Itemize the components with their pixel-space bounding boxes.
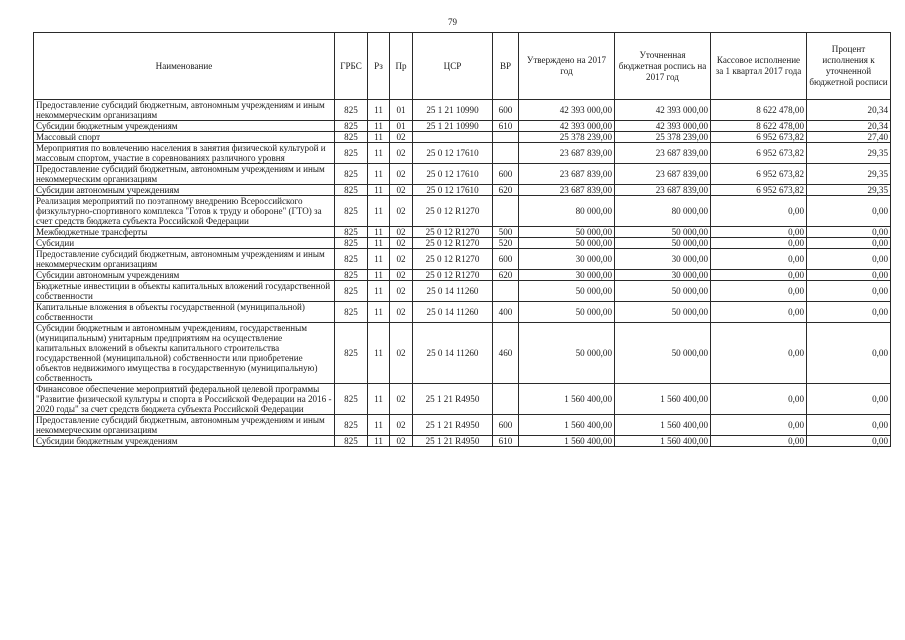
cell-approved: 1 560 400,00 [519, 436, 615, 447]
header-revised: Уточненная бюджетная роспись на 2017 год [615, 33, 711, 100]
cell-approved: 42 393 000,00 [519, 121, 615, 132]
cell-csr: 25 0 12 R1270 [413, 249, 493, 270]
cell-cash: 0,00 [711, 238, 807, 249]
table-row [34, 132, 891, 143]
cell-approved: 25 378 239,00 [519, 132, 615, 143]
cell-percent: 0,00 [807, 249, 891, 270]
cell-name: Субсидии автономным учреждениям [34, 270, 335, 281]
table-row [34, 185, 891, 196]
cell-pr: 01 [390, 121, 413, 132]
cell-revised: 30 000,00 [615, 270, 711, 281]
cell-grbs: 825 [335, 415, 368, 436]
cell-pr: 01 [390, 100, 413, 121]
cell-grbs: 825 [335, 164, 368, 185]
cell-approved: 50 000,00 [519, 238, 615, 249]
cell-name: Массовый спорт [34, 132, 335, 143]
cell-revised: 30 000,00 [615, 249, 711, 270]
cell-vr: 610 [493, 121, 519, 132]
cell-approved: 42 393 000,00 [519, 100, 615, 121]
cell-csr: 25 0 14 11260 [413, 302, 493, 323]
cell-grbs: 825 [335, 196, 368, 227]
cell-csr: 25 0 14 11260 [413, 281, 493, 302]
cell-csr: 25 0 12 R1270 [413, 196, 493, 227]
cell-approved: 1 560 400,00 [519, 415, 615, 436]
cell-percent: 29,35 [807, 143, 891, 164]
cell-grbs: 825 [335, 227, 368, 238]
cell-pr: 02 [390, 143, 413, 164]
cell-cash: 0,00 [711, 323, 807, 384]
cell-pr: 02 [390, 436, 413, 447]
budget-table [33, 32, 891, 447]
cell-vr: 610 [493, 436, 519, 447]
cell-csr: 25 0 12 17610 [413, 185, 493, 196]
cell-csr: 25 1 21 10990 [413, 100, 493, 121]
cell-name: Предоставление субсидий бюджетным, автономным учреждениям и иным некоммерческим организациям [34, 100, 335, 121]
cell-revised: 23 687 839,00 [615, 185, 711, 196]
cell-percent: 29,35 [807, 185, 891, 196]
cell-rz: 11 [368, 121, 390, 132]
cell-grbs: 825 [335, 121, 368, 132]
cell-percent: 0,00 [807, 302, 891, 323]
table-row [34, 249, 891, 270]
cell-cash: 0,00 [711, 384, 807, 415]
cell-vr: 620 [493, 270, 519, 281]
table-row [34, 384, 891, 415]
cell-approved: 1 560 400,00 [519, 384, 615, 415]
cell-approved: 23 687 839,00 [519, 143, 615, 164]
cell-vr [493, 384, 519, 415]
cell-name: Субсидии бюджетным учреждениям [34, 436, 335, 447]
cell-pr: 02 [390, 323, 413, 384]
cell-name: Капитальные вложения в объекты государственной (муниципальной) собственности [34, 302, 335, 323]
table-row [34, 270, 891, 281]
header-percent: Процент исполнения к уточненной бюджетной росписи [807, 33, 891, 100]
cell-rz: 11 [368, 164, 390, 185]
cell-revised: 1 560 400,00 [615, 436, 711, 447]
header-pr: Пр [390, 33, 413, 100]
header-cash: Кассовое исполнение за 1 квартал 2017 года [711, 33, 807, 100]
cell-vr: 600 [493, 415, 519, 436]
cell-pr: 02 [390, 196, 413, 227]
cell-revised: 23 687 839,00 [615, 164, 711, 185]
cell-csr: 25 1 21 R4950 [413, 384, 493, 415]
cell-pr: 02 [390, 302, 413, 323]
header-rz: Рз [368, 33, 390, 100]
cell-grbs: 825 [335, 323, 368, 384]
cell-cash: 0,00 [711, 227, 807, 238]
cell-grbs: 825 [335, 132, 368, 143]
cell-grbs: 825 [335, 384, 368, 415]
cell-revised: 80 000,00 [615, 196, 711, 227]
cell-rz: 11 [368, 238, 390, 249]
cell-rz: 11 [368, 415, 390, 436]
cell-approved: 23 687 839,00 [519, 164, 615, 185]
cell-vr: 600 [493, 164, 519, 185]
cell-grbs: 825 [335, 185, 368, 196]
cell-csr: 25 0 14 11260 [413, 323, 493, 384]
cell-cash: 0,00 [711, 281, 807, 302]
cell-grbs: 825 [335, 143, 368, 164]
cell-pr: 02 [390, 132, 413, 143]
cell-revised: 50 000,00 [615, 302, 711, 323]
cell-cash: 8 622 478,00 [711, 121, 807, 132]
cell-percent: 0,00 [807, 238, 891, 249]
cell-csr: 25 1 21 10990 [413, 121, 493, 132]
cell-revised: 50 000,00 [615, 227, 711, 238]
cell-pr: 02 [390, 164, 413, 185]
cell-cash: 6 952 673,82 [711, 164, 807, 185]
cell-pr: 02 [390, 227, 413, 238]
cell-pr: 02 [390, 270, 413, 281]
cell-revised: 50 000,00 [615, 281, 711, 302]
cell-revised: 23 687 839,00 [615, 143, 711, 164]
cell-pr: 02 [390, 384, 413, 415]
cell-cash: 0,00 [711, 249, 807, 270]
cell-rz: 11 [368, 196, 390, 227]
cell-csr: 25 1 21 R4950 [413, 415, 493, 436]
cell-rz: 11 [368, 100, 390, 121]
cell-revised: 42 393 000,00 [615, 100, 711, 121]
cell-grbs: 825 [335, 270, 368, 281]
cell-name: Мероприятия по вовлечению населения в занятия физической культурой и массовым спортом, участие в соревнованиях различного уровня [34, 143, 335, 164]
cell-rz: 11 [368, 249, 390, 270]
cell-approved: 30 000,00 [519, 270, 615, 281]
table-row [34, 436, 891, 447]
cell-rz: 11 [368, 132, 390, 143]
cell-cash: 0,00 [711, 196, 807, 227]
cell-name: Предоставление субсидий бюджетным, автономным учреждениям и иным некоммерческим организациям [34, 164, 335, 185]
cell-percent: 20,34 [807, 121, 891, 132]
cell-revised: 42 393 000,00 [615, 121, 711, 132]
cell-approved: 30 000,00 [519, 249, 615, 270]
cell-vr [493, 132, 519, 143]
cell-cash: 6 952 673,82 [711, 143, 807, 164]
header-csr: ЦСР [413, 33, 493, 100]
cell-vr: 460 [493, 323, 519, 384]
cell-name: Реализация мероприятий по поэтапному внедрению Всероссийского физкультурно-спортивного комплекса "Готов к труду и обороне" (ГТО) за счет средств бюджета субъекта Российской Федерации [34, 196, 335, 227]
cell-csr: 25 0 12 R1270 [413, 227, 493, 238]
cell-pr: 02 [390, 238, 413, 249]
cell-vr: 620 [493, 185, 519, 196]
cell-vr: 500 [493, 227, 519, 238]
table-row [34, 281, 891, 302]
table-row [34, 238, 891, 249]
cell-grbs: 825 [335, 436, 368, 447]
cell-name: Бюджетные инвестиции в объекты капитальных вложений государственной собственности [34, 281, 335, 302]
cell-percent: 27,40 [807, 132, 891, 143]
cell-rz: 11 [368, 185, 390, 196]
cell-approved: 80 000,00 [519, 196, 615, 227]
cell-name: Предоставление субсидий бюджетным, автономным учреждениям и иным некоммерческим организациям [34, 249, 335, 270]
cell-percent: 20,34 [807, 100, 891, 121]
cell-name: Межбюджетные трансферты [34, 227, 335, 238]
cell-vr: 520 [493, 238, 519, 249]
table-row [34, 143, 891, 164]
header-approved: Утверждено на 2017 год [519, 33, 615, 100]
cell-percent: 0,00 [807, 281, 891, 302]
cell-percent: 0,00 [807, 436, 891, 447]
cell-cash: 0,00 [711, 436, 807, 447]
cell-csr: 25 1 21 R4950 [413, 436, 493, 447]
cell-revised: 1 560 400,00 [615, 384, 711, 415]
header-vr: ВР [493, 33, 519, 100]
cell-percent: 29,35 [807, 164, 891, 185]
cell-approved: 23 687 839,00 [519, 185, 615, 196]
cell-pr: 02 [390, 281, 413, 302]
cell-cash: 0,00 [711, 302, 807, 323]
cell-vr [493, 196, 519, 227]
cell-name: Финансовое обеспечение мероприятий федеральной целевой программы "Развитие физической культуры и спорта в Российской Федерации на 2016 - 2020 годы" за счет средств бюджета субъекта Российской Федерации [34, 384, 335, 415]
table-row [34, 227, 891, 238]
cell-rz: 11 [368, 270, 390, 281]
cell-percent: 0,00 [807, 384, 891, 415]
cell-name: Субсидии бюджетным и автономным учреждениям, государственным (муниципальным) унитарным предприятиям на осуществление капитальных вложений в объекты капитального строительства государственной (муниципальной) собственности или приобретение объектов недвижимого имущества в государственную (муниципальную) собственность [34, 323, 335, 384]
cell-vr [493, 281, 519, 302]
cell-rz: 11 [368, 384, 390, 415]
cell-percent: 0,00 [807, 227, 891, 238]
table-row [34, 323, 891, 384]
cell-approved: 50 000,00 [519, 227, 615, 238]
cell-revised: 50 000,00 [615, 238, 711, 249]
table-row [34, 164, 891, 185]
cell-csr: 25 0 12 R1270 [413, 238, 493, 249]
cell-revised: 50 000,00 [615, 323, 711, 384]
table-header-row [34, 33, 891, 100]
cell-approved: 50 000,00 [519, 302, 615, 323]
cell-pr: 02 [390, 249, 413, 270]
cell-rz: 11 [368, 281, 390, 302]
cell-cash: 8 622 478,00 [711, 100, 807, 121]
cell-vr: 400 [493, 302, 519, 323]
cell-approved: 50 000,00 [519, 281, 615, 302]
cell-vr: 600 [493, 100, 519, 121]
cell-pr: 02 [390, 415, 413, 436]
cell-grbs: 825 [335, 100, 368, 121]
cell-percent: 0,00 [807, 196, 891, 227]
cell-approved: 50 000,00 [519, 323, 615, 384]
cell-name: Субсидии автономным учреждениям [34, 185, 335, 196]
cell-revised: 1 560 400,00 [615, 415, 711, 436]
table-row [34, 415, 891, 436]
cell-percent: 0,00 [807, 415, 891, 436]
cell-revised: 25 378 239,00 [615, 132, 711, 143]
cell-grbs: 825 [335, 281, 368, 302]
cell-name: Субсидии [34, 238, 335, 249]
table-row [34, 121, 891, 132]
cell-rz: 11 [368, 323, 390, 384]
cell-cash: 0,00 [711, 270, 807, 281]
cell-rz: 11 [368, 227, 390, 238]
cell-vr: 600 [493, 249, 519, 270]
cell-name: Предоставление субсидий бюджетным, автономным учреждениям и иным некоммерческим организациям [34, 415, 335, 436]
page-number: 79 [448, 17, 457, 27]
cell-percent: 0,00 [807, 270, 891, 281]
cell-name: Субсидии бюджетным учреждениям [34, 121, 335, 132]
cell-pr: 02 [390, 185, 413, 196]
cell-csr: 25 0 12 R1270 [413, 270, 493, 281]
cell-cash: 6 952 673,82 [711, 132, 807, 143]
cell-rz: 11 [368, 302, 390, 323]
cell-vr [493, 143, 519, 164]
cell-cash: 6 952 673,82 [711, 185, 807, 196]
header-name: Наименование [34, 33, 335, 100]
table-row [34, 100, 891, 121]
table-row [34, 302, 891, 323]
header-grbs: ГРБС [335, 33, 368, 100]
cell-rz: 11 [368, 436, 390, 447]
cell-grbs: 825 [335, 238, 368, 249]
cell-percent: 0,00 [807, 323, 891, 384]
cell-grbs: 825 [335, 302, 368, 323]
table-row [34, 196, 891, 227]
cell-csr [413, 132, 493, 143]
cell-grbs: 825 [335, 249, 368, 270]
cell-cash: 0,00 [711, 415, 807, 436]
cell-rz: 11 [368, 143, 390, 164]
cell-csr: 25 0 12 17610 [413, 143, 493, 164]
cell-csr: 25 0 12 17610 [413, 164, 493, 185]
